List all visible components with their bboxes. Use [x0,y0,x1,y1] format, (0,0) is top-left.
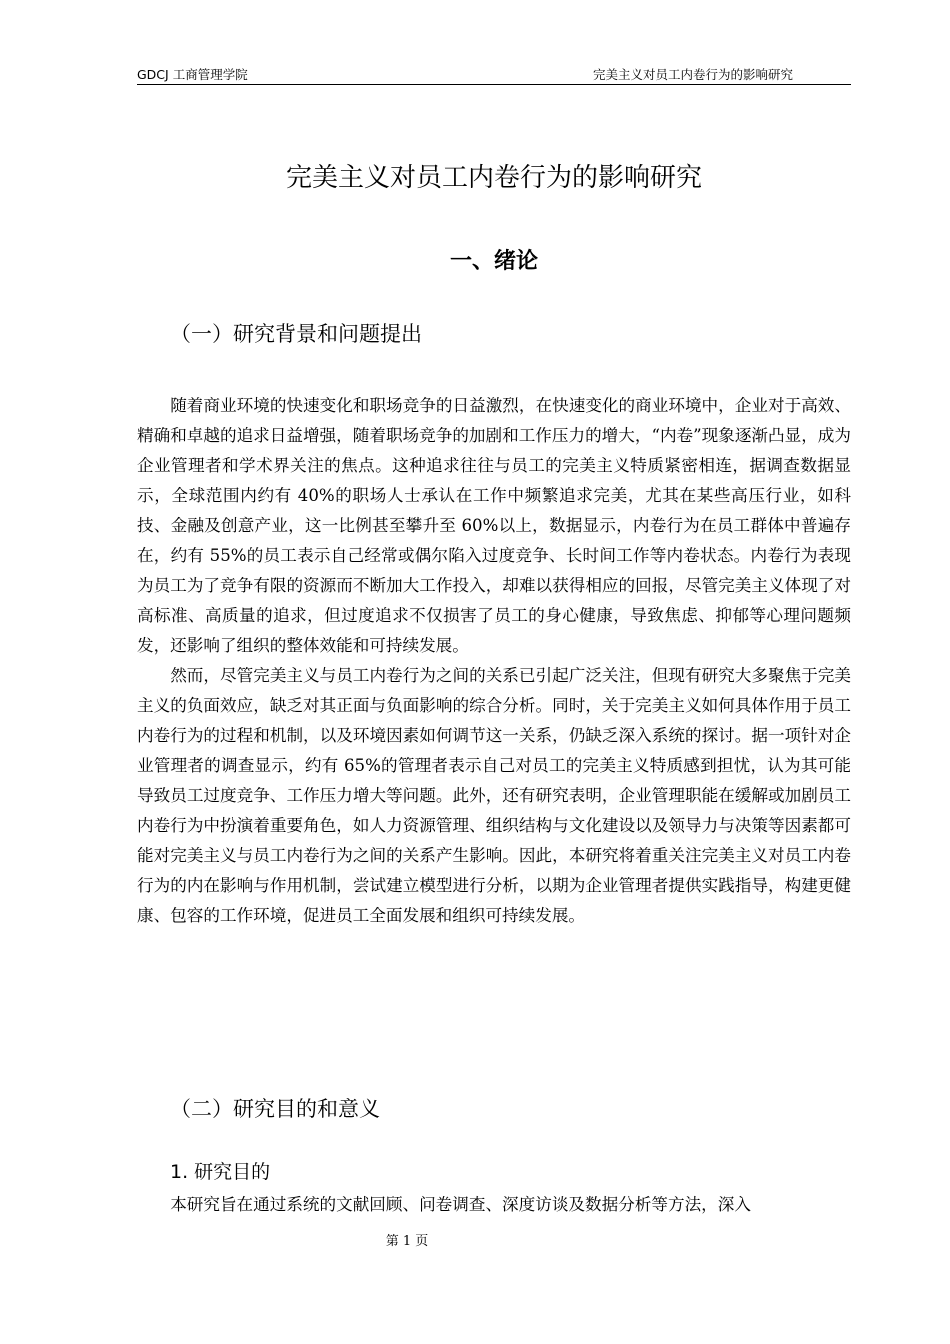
page-header [137,66,851,85]
section-background-body [137,391,851,931]
section-heading-background: （一）研究背景和问题提出 [170,322,422,346]
header-running-title: 完美主义对员工内卷行为的影响研究 [592,67,793,82]
paragraph: 随着商业环境的快速变化和职场竞争的日益激烈，在快速变化的商业环境中，企业对于高效、精确和卓越的追求日益增强，随着职场竞争的加剧和工作压力的增大，“内卷”现象逐渐凸显，成为企业管理者和学术界关注的焦点。这种追求往往与员工的完美主义特质紧密相连，据调查数据显示，全球范围内约有 40%的职场人士承认在工作中频繁追求完美，尤其在某些高压行业，如科技、金融及创意产业，这一比例甚至攀升至 60%以上，数据显示，内卷行为在员工群体中普遍存在，约有 55%的员工表示自己经常或偶尔陷入过度竞争、长时间工作等内卷状态。内卷行为表现为员工为了竞争有限的资源而不断加大工作投入，却难以获得相应的回报，尽管完美主义体现了对高标准、高质量的追求，但过度追求不仅损害了员工的身心健康，导致焦虑、抑郁等心理问题频发，还影响了组织的整体效能和可持续发展。 [137,396,851,655]
paragraph: 本研究旨在通过系统的文献回顾、问卷调查、深度访谈及数据分析等方法，深入 [170,1195,751,1214]
subsection-purpose-body [137,1190,851,1220]
paper-title: 完美主义对员工内卷行为的影响研究 [285,163,702,193]
subsection-heading-purpose: 1. 研究目的 [170,1161,271,1183]
section-heading-purpose: （二）研究目的和意义 [170,1097,380,1121]
chapter-heading: 一、绪论 [449,249,538,274]
header-institution: GDCJ 工商管理学院 [137,67,248,82]
paragraph: 然而，尽管完美主义与员工内卷行为之间的关系已引起广泛关注，但现有研究大多聚焦于完美主义的负面效应，缺乏对其正面与负面影响的综合分析。同时，关于完美主义如何具体作用于员工内卷行为的过程和机制，以及环境因素如何调节这一关系，仍缺乏深入系统的探讨。据一项针对企业管理者的调查显示，约有 65%的管理者表示自己对员工的完美主义特质感到担忧，认为其可能导致员工过度竞争、工作压力增大等问题。此外，还有研究表明，企业管理职能在缓解或加剧员工内卷行为中扮演着重要角色，如人力资源管理、组织结构与文化建设以及领导力与决策等因素都可能对完美主义与员工内卷行为之间的关系产生影响。因此，本研究将着重关注完美主义对员工内卷行为的内在影响与作用机制，尝试建立模型进行分析，以期为企业管理者提供实践指导，构建更健康、包容的工作环境，促进员工全面发展和组织可持续发展。 [137,666,851,925]
page-footer: 第 1 页 [385,1234,429,1249]
